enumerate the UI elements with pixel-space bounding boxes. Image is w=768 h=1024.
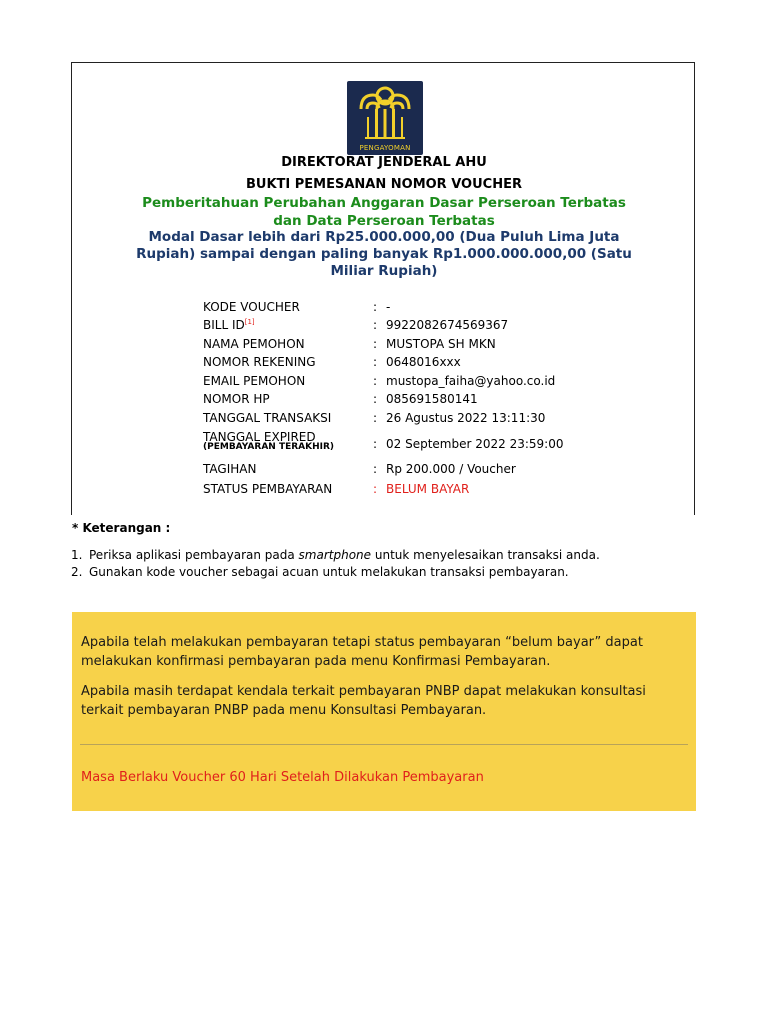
separator: : [373, 437, 378, 451]
row-email-pemohon [203, 374, 663, 392]
nomor-rekening-label: NOMOR REKENING [203, 355, 316, 369]
separator: : [373, 300, 378, 314]
list-item-text: Gunakan kode voucher sebagai acuan untuk melakukan transaksi pembayaran. [89, 565, 569, 579]
email-pemohon-label: EMAIL PEMOHON [203, 374, 306, 388]
separator: : [373, 392, 378, 406]
kode-voucher-value: - [386, 300, 391, 314]
list-item [71, 564, 600, 581]
email-pemohon-value: mustopa_faiha@yahoo.co.id [386, 374, 556, 388]
tagihan-label: TAGIHAN [203, 462, 257, 476]
bill-id-footnote: [1] [244, 318, 255, 326]
row-nama-pemohon [203, 337, 663, 355]
service-title: Pemberitahuan Perubahan Anggaran Dasar Perseroan Terbatas dan Data Perseroan Terbatas [142, 195, 626, 229]
separator: : [373, 337, 378, 351]
separator: : [373, 482, 378, 496]
bill-id-value: 9922082674569367 [386, 318, 509, 332]
list-item [71, 547, 600, 564]
row-tanggal-expired [203, 430, 663, 458]
logo-text: PENGAYOMAN [359, 144, 411, 152]
notice-paragraph-consultation: Apabila masih terdapat kendala terkait pembayaran PNBP dapat melakukan konsultasi terkait pembayaran PNBP pada menu Konsultasi Pembayaran. [81, 684, 646, 718]
bill-id-label: BILL ID [203, 318, 245, 332]
separator: : [373, 355, 378, 369]
tanggal-transaksi-value: 26 Agustus 2022 13:11:30 [386, 411, 546, 425]
keterangan-list [71, 547, 600, 581]
notice-paragraph-confirmation: Apabila telah melakukan pembayaran tetapi status pembayaran “belum bayar” dapat melakukan konfirmasi pembayaran pada menu Konfirmasi Pembayaran. [81, 635, 643, 669]
list-item-emphasis: smartphone [298, 548, 372, 562]
nomor-rekening-value: 0648016xxx [386, 355, 461, 369]
row-tagihan [203, 462, 663, 480]
tanggal-expired-value: 02 September 2022 23:59:00 [386, 437, 564, 451]
tanggal-expired-label: TANGGAL EXPIRED [203, 430, 316, 444]
logo [347, 81, 423, 155]
status-badge: BELUM BAYAR [386, 482, 470, 496]
row-status-pembayaran [203, 482, 663, 500]
row-tanggal-transaksi [203, 411, 663, 429]
divider [80, 744, 688, 745]
row-nomor-hp [203, 392, 663, 410]
kode-voucher-label: KODE VOUCHER [203, 300, 300, 314]
org-title: DIREKTORAT JENDERAL AHU [281, 155, 487, 170]
tanggal-expired-sublabel: (PEMBAYARAN TERAKHIR) [203, 442, 335, 452]
nama-pemohon-value: MUSTOPA SH MKN [386, 337, 496, 351]
capital-range: Modal Dasar lebih dari Rp25.000.000,00 (Dua Puluh Lima Juta Rupiah) sampai dengan paling banyak Rp1.000.000.000,00 (Satu Miliar Rupiah) [136, 229, 632, 279]
row-nomor-rekening [203, 355, 663, 373]
list-item-number: 2. [71, 565, 83, 579]
tanggal-transaksi-label: TANGGAL TRANSAKSI [203, 411, 332, 425]
separator: : [373, 462, 378, 476]
nomor-hp-value: 085691580141 [386, 392, 478, 406]
document-title: BUKTI PEMESANAN NOMOR VOUCHER [246, 177, 522, 192]
row-kode-voucher [203, 300, 663, 318]
nama-pemohon-label: NAMA PEMOHON [203, 337, 305, 351]
separator: : [373, 411, 378, 425]
notice-box [72, 612, 696, 811]
row-bill-id [203, 318, 663, 336]
tagihan-value: Rp 200.000 / Voucher [386, 462, 516, 476]
keterangan-title: * Keterangan : [72, 521, 171, 535]
voucher-card [71, 62, 695, 515]
list-item-text: Periksa aplikasi pembayaran pada [89, 548, 299, 562]
list-item-text: untuk menyelesaikan transaksi anda. [371, 548, 600, 562]
separator: : [373, 374, 378, 388]
separator: : [373, 318, 378, 332]
status-pembayaran-label: STATUS PEMBAYARAN [203, 482, 333, 496]
nomor-hp-label: NOMOR HP [203, 392, 270, 406]
voucher-validity-warning: Masa Berlaku Voucher 60 Hari Setelah Dilakukan Pembayaran [81, 770, 484, 785]
list-item-number: 1. [71, 548, 83, 562]
